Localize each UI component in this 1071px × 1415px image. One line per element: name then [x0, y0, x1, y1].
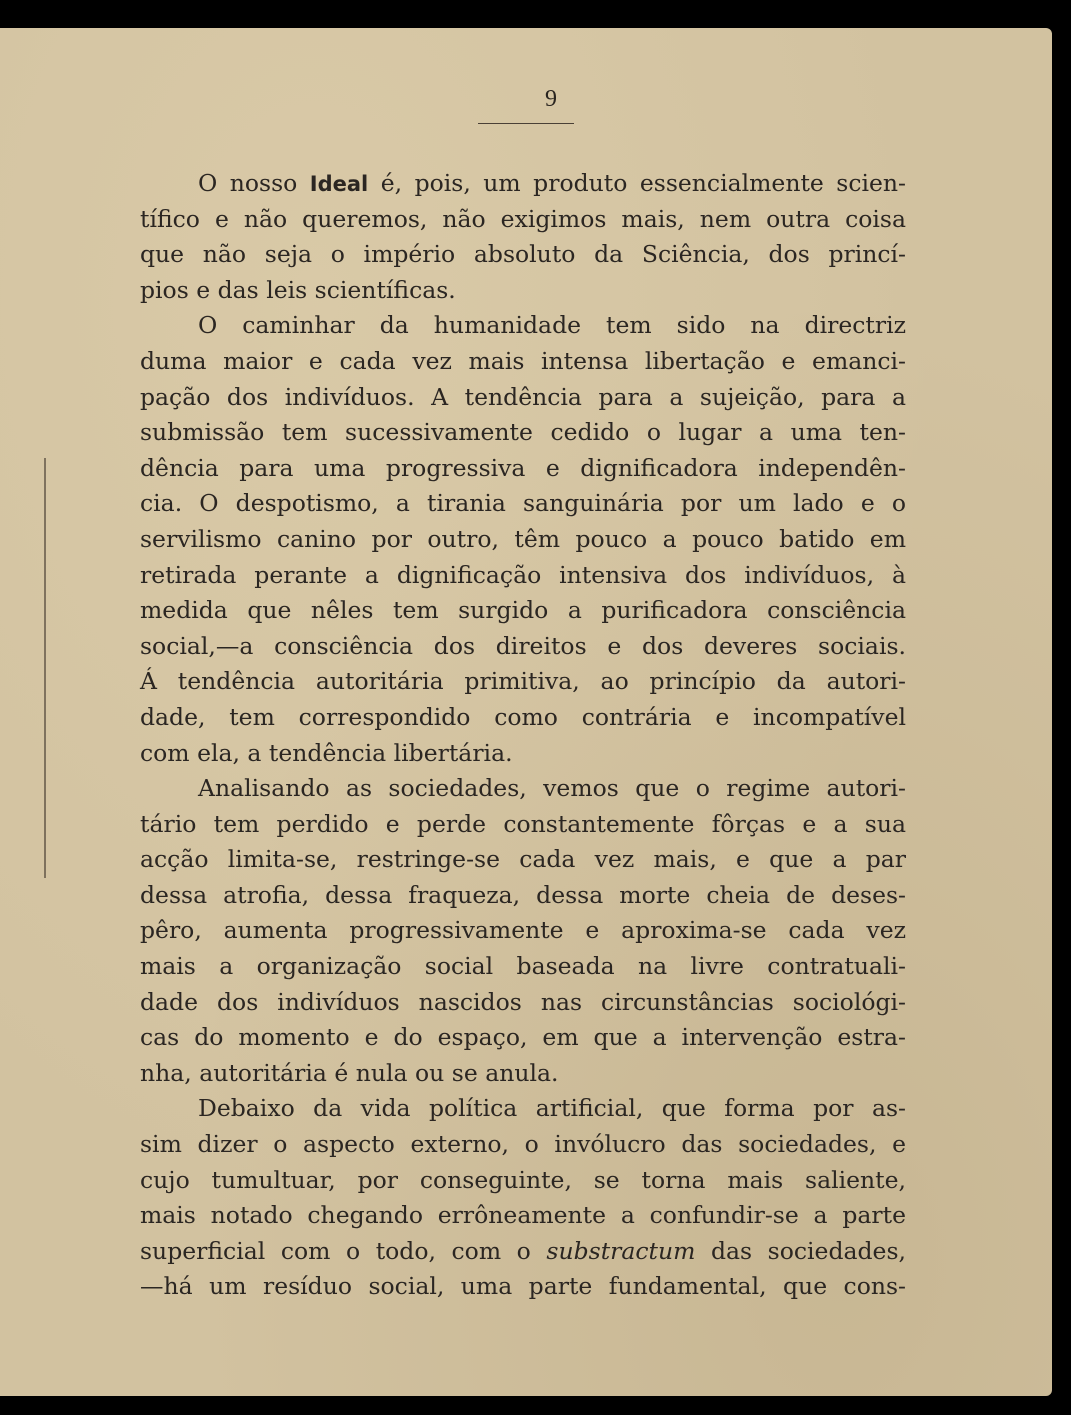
text-line: dência para uma progressiva e dignificadora independên- [140, 453, 906, 482]
text-line: mais a organização social baseada na livre contratuali- [140, 952, 906, 981]
text-line: que não seja o império absoluto da Sciência, dos princí- [140, 240, 906, 269]
text-line: com ela, a tendência libertária. [140, 738, 513, 767]
page-number: 9 [545, 86, 557, 112]
paragraph-4 [140, 1091, 906, 1305]
text-line: O caminhar da humanidade tem sido na directriz [198, 311, 906, 340]
paragraph-3 [140, 771, 906, 1091]
text-line: mais notado chegando errôneamente a confundir-se a parte [140, 1201, 906, 1230]
paragraph-2 [140, 308, 906, 771]
text-line: cas do momento e do espaço, em que a intervenção estra- [140, 1023, 906, 1052]
book-page [0, 28, 1052, 1396]
text-line: Á tendência autoritária primitiva, ao princípio da autori- [140, 667, 906, 696]
text-line: Analisando as sociedades, vemos que o regime autori- [198, 774, 906, 803]
text-line: dade dos indivíduos nascidos nas circunstâncias sociológi- [140, 987, 906, 1016]
body-text [140, 166, 906, 1305]
text-line: cia. O despotismo, a tirania sanguinária por um lado e o [140, 489, 906, 518]
text-line: cujo tumultuar, por conseguinte, se torna mais saliente, [140, 1165, 906, 1194]
text-line: nha, autoritária é nula ou se anula. [140, 1058, 559, 1087]
text-line: retirada perante a dignificação intensiva dos indivíduos, à [140, 560, 906, 589]
page-number-rule [478, 123, 574, 124]
text-line: dessa atrofia, dessa fraqueza, dessa morte cheia de deses- [140, 880, 906, 909]
text-line: submissão tem sucessivamente cedido o lugar a uma ten- [140, 418, 906, 447]
emphasized-word: Ideal [309, 172, 369, 196]
text-line: medida que nêles tem surgido a purificadora consciência [140, 596, 906, 625]
text-line: superficial com o todo, com o substractum das sociedades, [140, 1236, 906, 1265]
text-line: servilismo canino por outro, têm pouco a pouco batido em [140, 524, 906, 553]
text-line: pação dos indivíduos. A tendência para a sujeição, para a [140, 382, 906, 411]
text-line: —há um resíduo social, uma parte fundamental, que cons- [140, 1272, 906, 1301]
text-line: tário tem perdido e perde constantemente fôrças e a sua [140, 809, 906, 838]
paragraph-1 [140, 166, 906, 308]
text-line: Debaixo da vida política artificial, que forma por as- [198, 1094, 906, 1123]
binding-edge [44, 458, 46, 878]
text-line: dade, tem correspondido como contrária e incompatível [140, 702, 906, 731]
text-line: pios e das leis scientíficas. [140, 275, 456, 304]
text-line: O nosso Ideal é, pois, um produto essencialmente scien- [198, 169, 907, 197]
text-line: tífico e não queremos, não exigimos mais, nem outra coisa [140, 204, 906, 233]
italic-term: substractum [546, 1236, 696, 1265]
text-line: sim dizer o aspecto externo, o invólucro das sociedades, e [140, 1130, 906, 1159]
text-line: social,—a consciência dos direitos e dos deveres sociais. [140, 631, 906, 660]
text-line: acção limita-se, restringe-se cada vez mais, e que a par [140, 845, 906, 874]
text-line: pêro, aumenta progressivamente e aproxima-se cada vez [140, 916, 906, 945]
text-line: duma maior e cada vez mais intensa libertação e emanci- [140, 346, 906, 375]
